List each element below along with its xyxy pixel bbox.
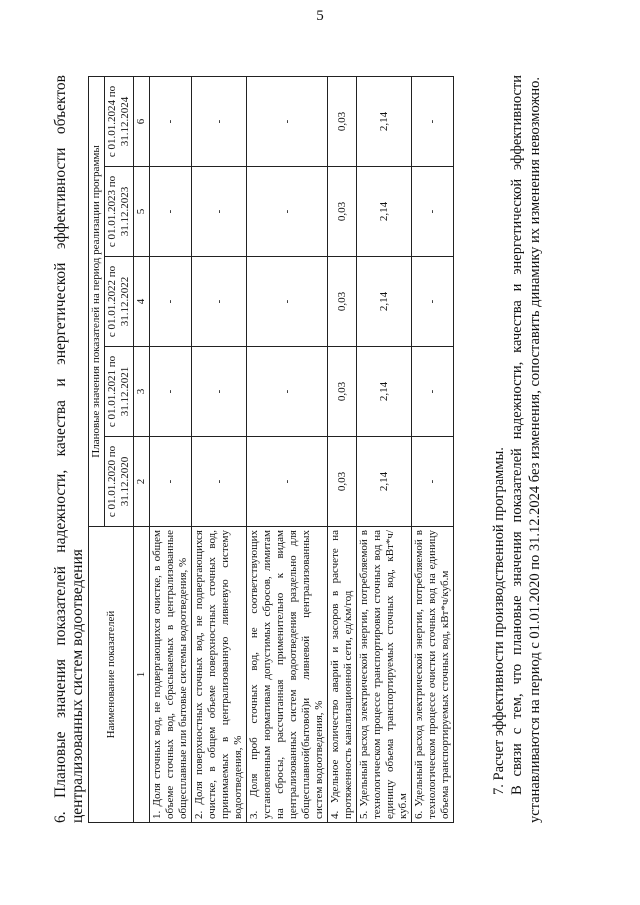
indicator-name: 2. Доля поверхностных сточных вод, не подвергающихся очистке, в общем объеме поверхностных сточных вод, принимаемых в централизованную ливневую систему водоотведения, %: [192, 527, 247, 823]
indicator-value: -: [412, 167, 454, 257]
indicator-value: -: [150, 167, 192, 257]
header-period-2022: с 01.01.2022 по 31.12.2022: [105, 257, 134, 347]
indicator-value: -: [247, 437, 328, 527]
indicator-value: -: [247, 257, 328, 347]
indicator-name: 4. Удельное количество аварий и засоров в расчете на протяженность канализационной сети, ед/км/год: [328, 527, 357, 823]
page-number: 5: [316, 8, 324, 24]
header-period-2024: с 01.01.2024 по 31.12.2024: [105, 76, 134, 166]
indicator-value: 0,03: [328, 257, 357, 347]
indicator-value: 0,03: [328, 76, 357, 166]
column-number: 4: [134, 257, 150, 347]
indicator-value: 2,14: [357, 76, 412, 166]
indicator-name: 1. Доля сточных вод, не подвергающихся очистке, в общем объеме сточных вод, сбрасываемых в централизованные общесплавные или бытовые системы водоотведения, %: [150, 527, 192, 823]
indicator-value: -: [150, 76, 192, 166]
table-row: [328, 76, 357, 822]
indicator-name: 5. Удельный расход электрической энергии, потребляемой в технологическом процессе транспортировки сточных вод на единицу объема транспортируемых сточных вод, кВт*ч/куб.м: [357, 527, 412, 823]
indicator-value: -: [150, 347, 192, 437]
section-title-line1: 6. Плановые значения показателей надежности, качества и энергетической эффективности объектов: [52, 75, 69, 823]
header-plan-group: Плановые значения показателей на период реализации программы: [89, 76, 105, 526]
header-period-2021: с 01.01.2021 по 31.12.2021: [105, 347, 134, 437]
indicator-value: -: [192, 347, 247, 437]
indicator-name: 3. Доля проб сточных вод, не соответствующих установленным нормативам допустимых сбросов, лимитам на сбросы, рассчитанная применительно к видам централизованных систем водоотведения раздельно для общесплавной(бытовой)и ливневой централизованных систем водоотведения, %: [247, 527, 328, 823]
header-period-2023: с 01.01.2023 по 31.12.2023: [105, 167, 134, 257]
header-period-2020: с 01.01.2020 по 31.12.2020: [105, 437, 134, 527]
indicator-value: -: [412, 437, 454, 527]
indicator-value: 0,03: [328, 437, 357, 527]
indicator-value: 2,14: [357, 437, 412, 527]
indicator-value: -: [150, 437, 192, 527]
indicator-value: -: [412, 76, 454, 166]
table-row: [192, 76, 247, 822]
section-title: [52, 75, 86, 823]
indicator-value: 0,03: [328, 167, 357, 257]
column-number: 1: [134, 527, 150, 823]
section-title-line2: централизованных систем водоотведения: [69, 549, 86, 823]
indicator-value: -: [192, 437, 247, 527]
table-row: [150, 76, 192, 822]
indicator-value: -: [192, 167, 247, 257]
table-row: [247, 76, 328, 822]
indicator-value: 2,14: [357, 347, 412, 437]
column-number: 3: [134, 347, 150, 437]
table-row: [357, 76, 412, 822]
indicator-value: -: [412, 257, 454, 347]
column-number: 5: [134, 167, 150, 257]
indicator-value: -: [247, 167, 328, 257]
column-number: 2: [134, 437, 150, 527]
header-name-column: Наименование показателей: [89, 527, 134, 823]
indicator-name: 6. Удельный расход электрической энергии, потребляемой в технологическом процессе очистки сточных вод на единицу объема транспортируемых сточных вод, кВт*ч/куб.м: [412, 527, 454, 823]
indicator-value: -: [412, 347, 454, 437]
indicator-value: -: [192, 76, 247, 166]
indicator-value: 2,14: [357, 167, 412, 257]
indicator-value: -: [192, 257, 247, 347]
indicators-table: [88, 76, 454, 823]
indicator-value: -: [150, 257, 192, 347]
indicator-value: 2,14: [357, 257, 412, 347]
indicator-value: -: [247, 76, 328, 166]
section7-heading: 7. Расчет эффективности производственной программы.: [491, 447, 507, 795]
table-row: [412, 76, 454, 822]
indicator-value: -: [247, 347, 328, 437]
column-number: 6: [134, 76, 150, 166]
indicator-value: 0,03: [328, 347, 357, 437]
section7-paragraph: В связи с тем, что плановые значения показателей надежности, качества и энергетической эффективности устанавливаются на период с 01.01.2020 по 31.12.2024 без изменения, сопоставить динамику их изменения невозможно.: [509, 75, 543, 823]
section7: [490, 75, 544, 823]
